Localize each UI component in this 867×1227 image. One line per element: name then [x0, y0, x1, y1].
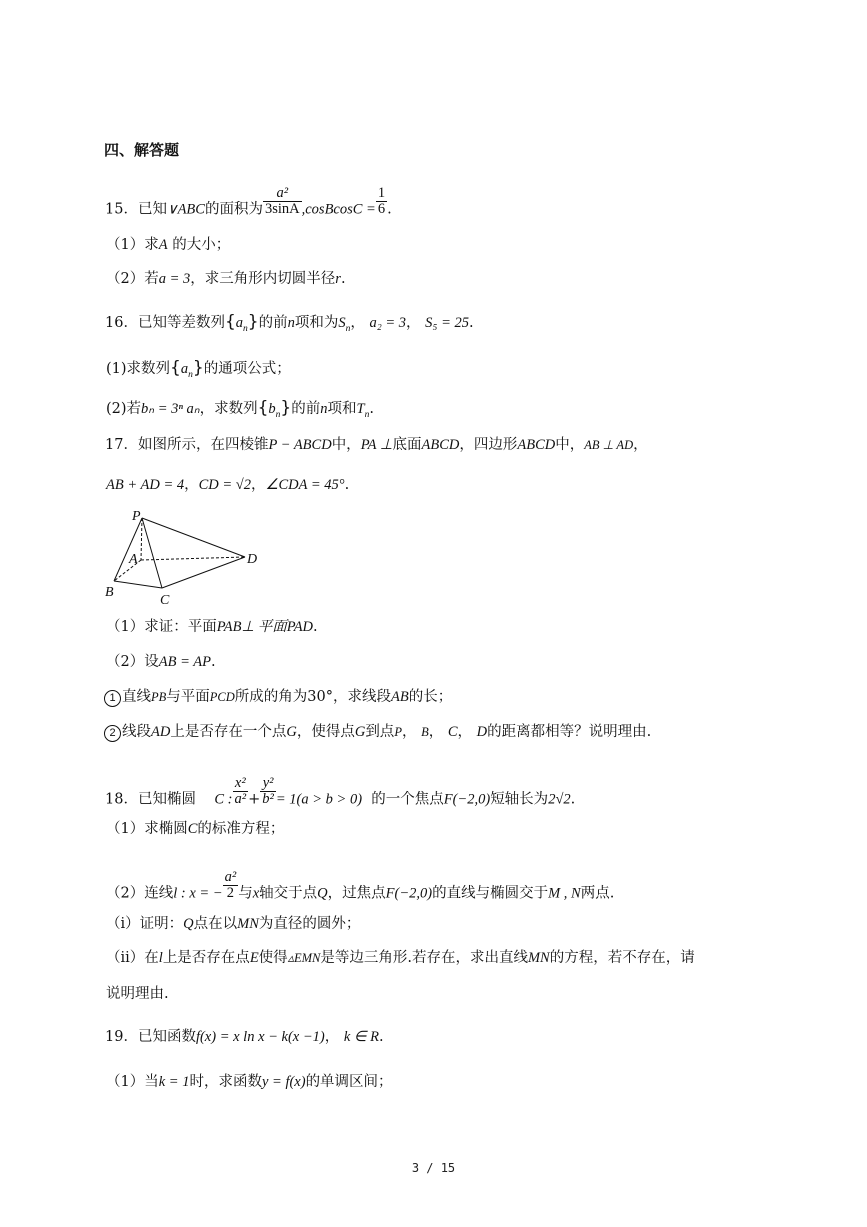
question-18-part-2-i: （i）证明：Q点在以MN为直径的圆外；: [106, 916, 361, 932]
label-c: C: [160, 593, 170, 608]
question-18-stem: 18．已知椭圆 C : $\frac{\text{x²}}{\text{a²}}$ + $\frac{\text{y²}}{\text{b²}}$ = 1(a > b > 0) 的一个焦点F(−2,0)短轴长为2√2.: [105, 775, 576, 808]
question-18-part-2: （2）连线l : x = − $\frac{\text{a²}}{2}$ 与x轴交于点Q，过焦点F(−2,0)的直线与椭圆交于M , N两点.: [106, 869, 615, 902]
label-d: D: [247, 552, 258, 567]
cos-fraction: $\frac{1}{6}$: [377, 185, 386, 217]
question-19-stem: 19．已知函数f(x) = x ln x − k(x −1)， k ∈ R.: [105, 1029, 384, 1045]
question-18-part-2-ii-cont: 说明理由.: [106, 986, 169, 1002]
question-17-stem-line-1: 17．如图所示，在四棱锥P − ABCD中，PA ⊥底面ABCD，四边形ABCD中，AB ⊥ AD，: [105, 437, 648, 453]
question-15-stem: 15．已知∨ABC的面积为 $\frac{\text{a²}}{3\sin A}$ ,cosBcosC = $\frac{1}{6}$ .: [105, 185, 392, 218]
question-17-sub-1: 1 直线PB与平面PCD所成的角为30°，求线段AB的长；: [104, 688, 452, 707]
question-18-part-1: （1）求椭圆C的标准方程；: [106, 821, 285, 837]
question-16-part-2: (2)若bₙ = 3ⁿ aₙ，求数列$\{b_n\}$的前n项和$T_n$.: [106, 398, 374, 420]
question-number: 17．: [105, 437, 138, 453]
edge-pa: [141, 518, 142, 560]
question-16-part-1: (1)求数列$\{a_n\}$的通项公式；: [106, 358, 291, 380]
question-19-part-1: （1）当k = 1时，求函数y = f(x)的单调区间；: [106, 1074, 393, 1090]
page-number: 3 / 15: [411, 1161, 456, 1175]
edge-pb: [114, 518, 142, 581]
question-16-stem: 16．已知等差数列$\{a_n\}$的前n项和为$S_n$， a₂ = 3， S₅ = 25.: [105, 312, 474, 334]
pyramid-figure: [100, 505, 270, 610]
label-a: A: [129, 552, 138, 567]
question-number: 19．: [105, 1029, 138, 1045]
question-15-part-2: （2）若a = 3，求三角形内切圆半径r.: [106, 271, 346, 287]
edge-pc: [142, 518, 162, 588]
question-15-part-1: （1）求A 的大小；: [106, 237, 231, 253]
edge-pd: [142, 518, 245, 557]
edge-cd: [162, 557, 245, 588]
question-17-sub-2: 2 线段AD上是否存在一个点G，使得点G到点P， B， C， D的距离都相等？说明理由.: [104, 723, 651, 742]
label-b: B: [105, 585, 114, 600]
question-18-part-2-ii: （ii）在l上是否存在点E使得▵EMN是等边三角形.若存在，求出直线MN的方程，若不存在，请: [106, 950, 695, 966]
question-number: 15．: [105, 201, 138, 218]
label-p: P: [132, 509, 141, 524]
edge-ad: [141, 557, 245, 560]
question-number: 16．: [105, 315, 138, 331]
question-number: 18．: [105, 791, 138, 808]
section-title: 四、解答题: [104, 141, 180, 159]
area-fraction: $\frac{\text{a²}}{3\sin A}$: [264, 185, 300, 217]
question-17-part-1: （1）求证：平面PAB⊥ 平面PAD.: [106, 619, 318, 635]
question-17-part-2: （2）设AB = AP.: [106, 654, 216, 670]
edge-bc: [114, 581, 162, 588]
question-17-stem-line-2: AB + AD = 4，CD = √2，∠CDA = 45°.: [106, 477, 350, 493]
